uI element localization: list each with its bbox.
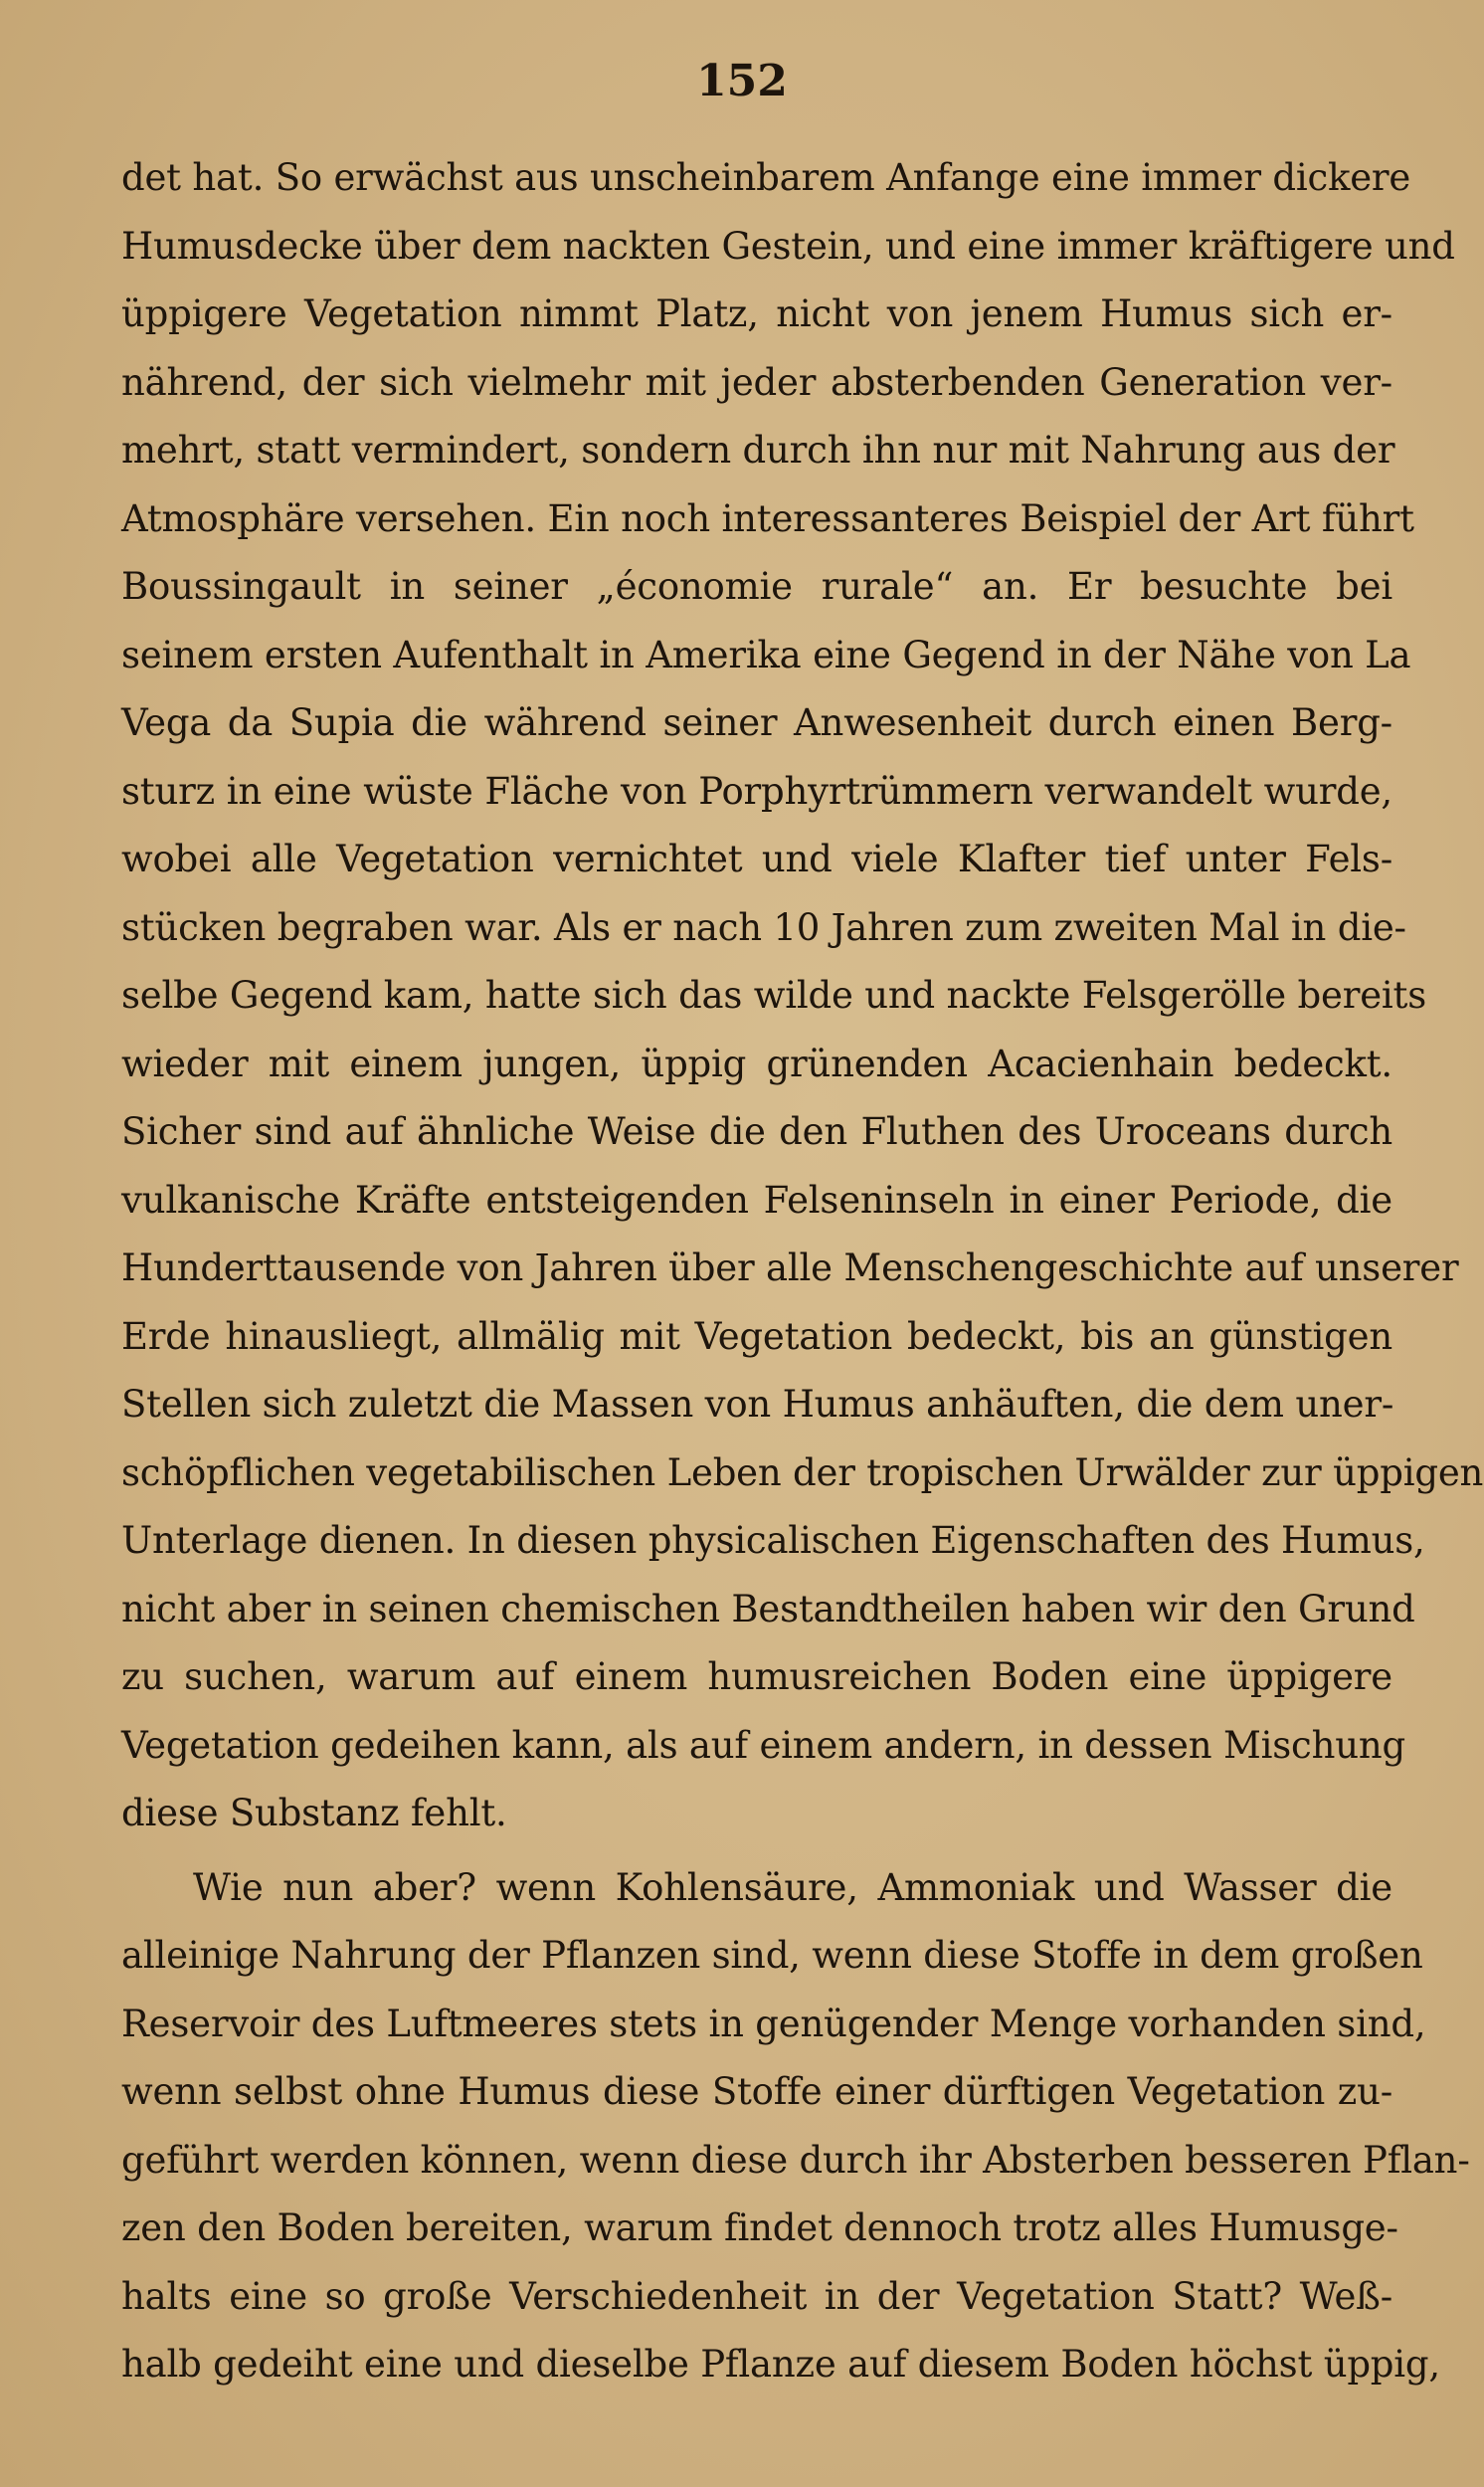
page-number: 152	[696, 56, 788, 106]
text-line: wenn selbst ohne Humus diese Stoffe einer dürftigen Vegetation zu-	[121, 2070, 1392, 2113]
text-line: halts eine so große Verschiedenheit in der Vegetation Statt? Weß-	[121, 2274, 1392, 2318]
text-line: nährend, der sich vielmehr mit jeder absterbenden Generation ver-	[121, 360, 1392, 404]
text-line: diese Substanz fehlt.	[121, 1792, 507, 1834]
text-line: sturz in eine wüste Fläche von Porphyrtrümmern verwandelt wurde,	[121, 769, 1392, 813]
text-line: seinem ersten Aufenthalt in Amerika eine Gegend in der Nähe von La	[121, 633, 1411, 676]
text-line: Humusdecke über dem nackten Gestein, und eine immer kräftigere und	[121, 224, 1455, 268]
text-line: alleinige Nahrung der Pflanzen sind, wenn diese Stoffe in dem großen	[121, 1934, 1423, 1977]
text-line: wobei alle Vegetation vernichtet und viele Klafter tief unter Fels-	[121, 838, 1392, 880]
text-line: Sicher sind auf ähnliche Weise die den Fluthen des Uroceans durch	[121, 1110, 1392, 1153]
text-line: Boussingault in seiner „économie rurale“ an. Er besuchte bei	[121, 565, 1392, 608]
text-line: Wie nun aber? wenn Kohlensäure, Ammoniak und Wasser die	[193, 1865, 1392, 1909]
text-line: det hat. So erwächst aus unscheinbarem Anfange eine immer dickere	[121, 156, 1411, 199]
paragraph	[121, 1854, 1470, 2399]
text-line: schöpflichen vegetabilischen Leben der tropischen Urwälder zur üppigen	[121, 1450, 1484, 1494]
text-line: zen den Boden bereiten, warum findet dennoch trotz alles Humusge-	[121, 2206, 1398, 2249]
text-line: halb gedeiht eine und dieselbe Pflanze auf diesem Boden höchst üppig,	[121, 2343, 1440, 2386]
text-line: Vegetation gedeihen kann, als auf einem andern, in dessen Mischung	[121, 1723, 1405, 1767]
text-line: wieder mit einem jungen, üppig grünenden Acacienhain bedeckt.	[121, 1042, 1392, 1085]
text-line: Unterlage dienen. In diesen physicalischen Eigenschaften des Humus,	[121, 1519, 1425, 1562]
text-line: nicht aber in seinen chemischen Bestandtheilen haben wir den Grund	[121, 1587, 1415, 1630]
text-line: Stellen sich zuletzt die Massen von Humus anhäuften, die dem uner-	[121, 1383, 1394, 1426]
text-line: Hunderttausende von Jahren über alle Menschengeschichte auf unserer	[121, 1246, 1459, 1289]
text-line: Erde hinausliegt, allmälig mit Vegetation bedeckt, bis an günstigen	[121, 1314, 1392, 1358]
text-line: stücken begraben war. Als er nach 10 Jahren zum zweiten Mal in die-	[121, 905, 1406, 949]
body-text	[121, 144, 1484, 2399]
text-line: geführt werden können, wenn diese durch ihr Absterben besseren Pflan-	[121, 2138, 1470, 2182]
text-line: üppigere Vegetation nimmt Platz, nicht von jenem Humus sich er-	[121, 292, 1392, 335]
text-line: Atmosphäre versehen. Ein noch interessanteres Beispiel der Art führt	[121, 496, 1414, 540]
text-line: mehrt, statt vermindert, sondern durch ihn nur mit Nahrung aus der	[121, 429, 1395, 472]
text-line: selbe Gegend kam, hatte sich das wilde und nackte Felsgerölle bereits	[121, 974, 1427, 1017]
paragraph	[121, 144, 1484, 1848]
text-line: zu suchen, warum auf einem humusreichen Boden eine üppigere	[121, 1655, 1392, 1698]
text-line: Reservoir des Luftmeeres stets in genügender Menge vorhanden sind,	[121, 2002, 1426, 2045]
text-line: Vega da Supia die während seiner Anwesenheit durch einen Berg-	[121, 701, 1392, 744]
text-line: vulkanische Kräfte entsteigenden Felseninseln in einer Periode, die	[121, 1178, 1392, 1222]
